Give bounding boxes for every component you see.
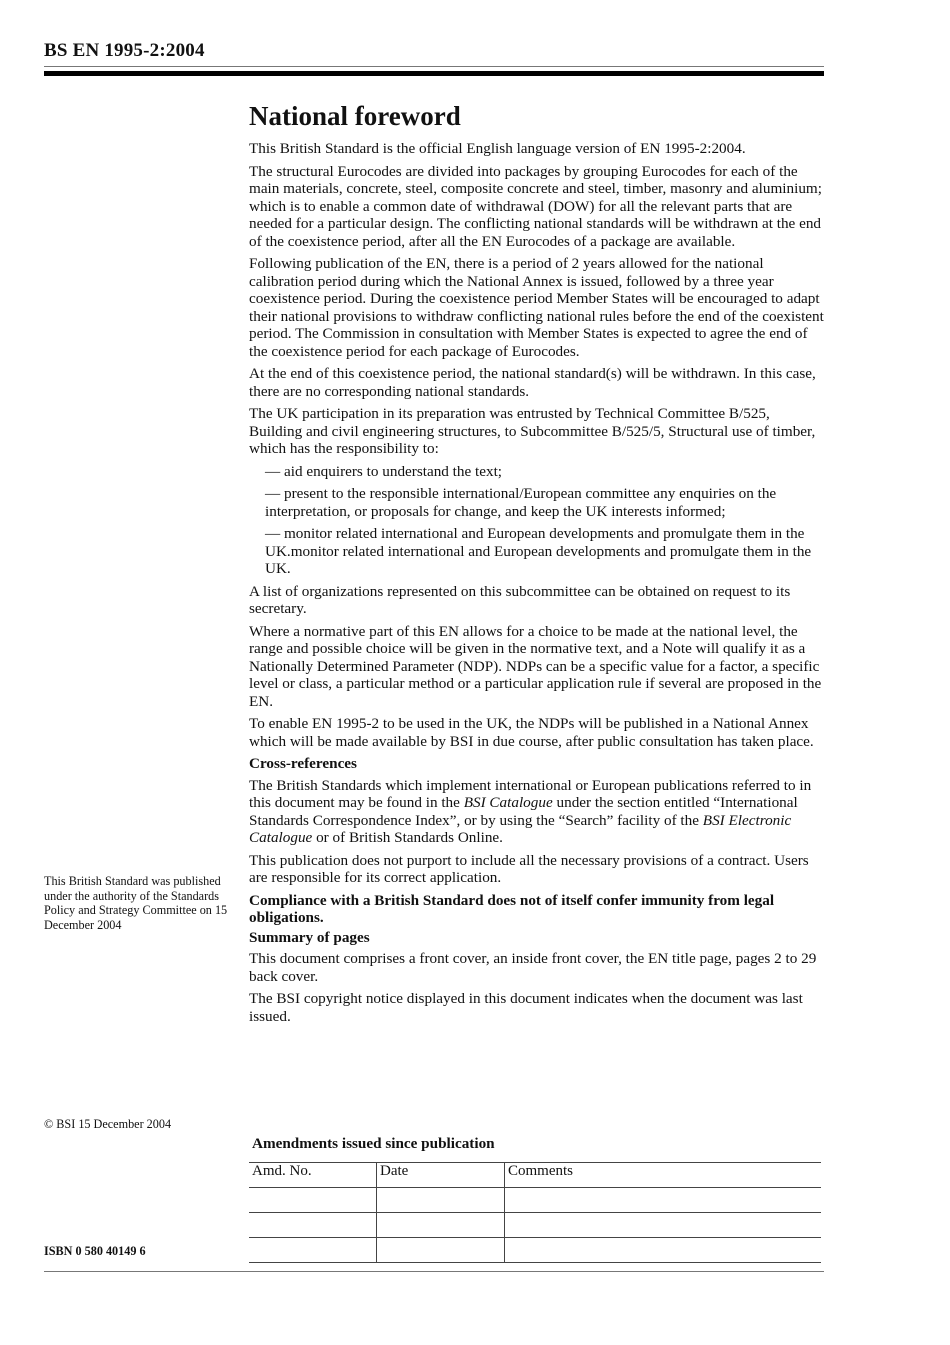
- paragraph-national-annex: To enable EN 1995-2 to be used in the UK, the NDPs will be published in a National Annex which will be made available by BSI in due course, after public consultation has taken place.: [249, 715, 814, 750]
- paragraph-ndp: Where a normative part of this EN allows for a choice to be made at the national level, the range and possible choice will be given in the normative text, and a Note will qualify it as a Nationally Determined Parameter (NDP). NDPs can be a specific value for a factor, a specific level or class, a particular method or a particular application rule if several are proposed in the EN.: [249, 622, 822, 710]
- responsibility-item: — aid enquirers to understand the text;: [265, 462, 503, 480]
- paragraph-withdrawal: At the end of this coexistence period, the national standard(s) will be withdrawn. In this case, there are no corresponding national standards.: [249, 365, 816, 400]
- footer-rule: [44, 1271, 824, 1272]
- column-header-amd-no: Amd. No.: [249, 1163, 377, 1188]
- table-row: [249, 1188, 821, 1213]
- paragraph-cross-references: [249, 777, 824, 847]
- column-header-comments: Comments: [505, 1163, 822, 1188]
- document-code: BS EN 1995-2:2004: [44, 40, 205, 61]
- cross-references-heading: Cross-references: [249, 755, 357, 772]
- table-header-row: [249, 1163, 821, 1188]
- paragraph-organizations: A list of organizations represented on this subcommittee can be obtained on request to its secretary.: [249, 582, 791, 617]
- paragraph-copyright-notice: The BSI copyright notice displayed in this document indicates when the document was last issued.: [249, 990, 803, 1025]
- paragraph-uk-participation: The UK participation in its preparation was entrusted by Technical Committee B/525, Building and civil engineering structures, to Subcommittee B/525/5, Structural use of timber, which has the responsibility to:: [249, 405, 816, 457]
- paragraph-summary: This document comprises a front cover, an inside front cover, the EN title page, pages 2 to 29 back cover.: [249, 950, 817, 985]
- paragraph-eurocode-packages: The structural Eurocodes are divided into packages by grouping Eurocodes for each of the main materials, concrete, steel, composite concrete and steel, timber, masonry and aluminium; which is to enable a common date of withdrawal (DOW) for all the relevant parts that are needed for a particular design. The conflicting national standards will be withdrawn at the end of the coexistence period, after all the EN Eurocodes of a package are available.: [249, 162, 822, 250]
- bsi-electronic-catalogue-title: BSI Electronic Catalogue: [249, 811, 792, 846]
- bsi-catalogue-title: BSI Catalogue: [463, 794, 553, 811]
- cross-ref-text-c: or of British Standards Online.: [312, 829, 503, 846]
- copyright-line: © BSI 15 December 2004: [44, 1117, 172, 1131]
- page-title: National foreword: [249, 101, 461, 131]
- cross-ref-text-a: The British Standards which implement international or European publications referred to in this document may be found in the: [249, 776, 812, 811]
- header-rule-thick: [44, 71, 824, 76]
- responsibility-item: — monitor related international and European developments and promulgate them in the UK.monitor related international and European developments and promulgate them in the UK.: [265, 525, 812, 577]
- cross-ref-text-b: under the section entitled “International Standards Correspondence Index”, or by using the “Search” facility of the: [249, 794, 798, 829]
- responsibility-item: — present to the responsible international/European committee any enquiries on the interpretation, or proposals for change, and keep the UK interests informed;: [265, 485, 777, 520]
- amendments-title: Amendments issued since publication: [252, 1135, 495, 1152]
- table-row: [249, 1213, 821, 1238]
- table-row: [249, 1238, 821, 1263]
- column-header-date: Date: [377, 1163, 505, 1188]
- summary-heading: Summary of pages: [249, 928, 370, 946]
- paragraph-official-version: This British Standard is the official English language version of EN 1995-2:2004.: [249, 140, 746, 157]
- paragraph-calibration-period: Following publication of the EN, there is a period of 2 years allowed for the national calibration period during which the National Annex is issued, followed by a three year coexistence period. During the coexistence period Member States will be encouraged to adapt their national provisions to withdraw conflicting national rules before the end of the coexistent period. The Commission in consultation with Member States is expected to agree the end of the coexistence period for each package of Eurocodes.: [249, 255, 824, 360]
- header-rule-thin: [44, 66, 824, 67]
- publication-authority-note: This British Standard was published under the authority of the Standards Policy and Strategy Committee on 15 December 2004: [44, 874, 228, 932]
- compliance-statement: Compliance with a British Standard does not of itself confer immunity from legal obligations.: [249, 891, 775, 926]
- amendments-table: [249, 1162, 821, 1263]
- paragraph-provisions: This publication does not purport to include all the necessary provisions of a contract. Users are responsible for its correct application.: [249, 851, 809, 886]
- foreword-body: [249, 140, 824, 1030]
- isbn: ISBN 0 580 40149 6: [44, 1244, 146, 1258]
